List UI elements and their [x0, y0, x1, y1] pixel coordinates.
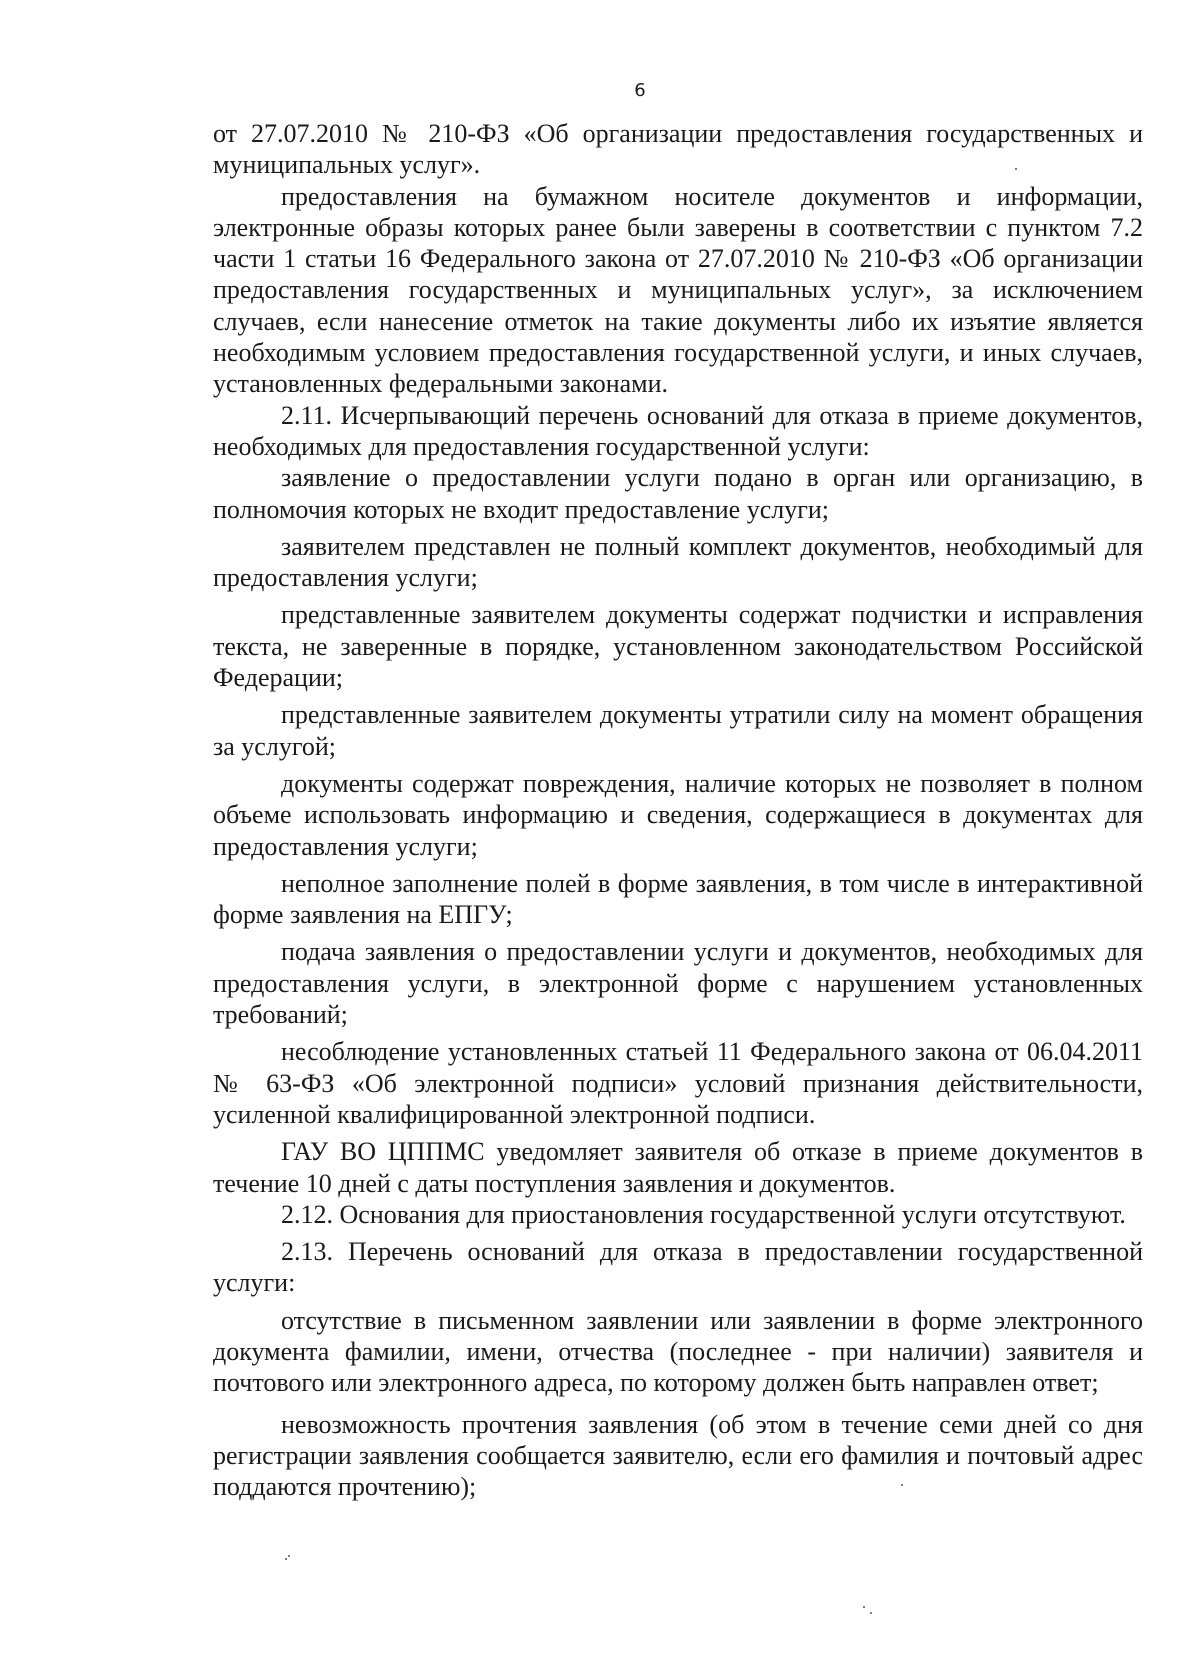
scan-speck: [1015, 168, 1017, 170]
list-item-electronic-violation: подача заявления о предоставлении услуги и документов, необходимых для предоставления услуги, в электронной форме с нарушением установленных требований;: [213, 937, 1143, 1030]
page-number: 6: [634, 80, 646, 101]
list-item-incomplete-set: заявителем представлен не полный комплект документов, необходимый для предоставления услуги;: [213, 531, 1143, 593]
section-2-13-heading: 2.13. Перечень оснований для отказа в предоставлении государственной услуги:: [213, 1237, 1143, 1298]
list-item-missing-name-address: отсутствие в письменном заявлении или заявлении в форме электронного документа фамилии, имени, отчества (последнее - при наличии) заявителя и почтового или электронного адреса, по которому должен быть направлен ответ;: [213, 1305, 1143, 1398]
document-body: [213, 118, 1143, 1502]
list-item-wrong-authority: заявление о предоставлении услуги подано в орган или организацию, в полномочия которых не входит предоставление услуги;: [213, 463, 1143, 524]
section-2-12: 2.12. Основания для приостановления государственной услуги отсутствуют.: [281, 1199, 1126, 1229]
paragraph-law-reference-end: от 27.07.2010 № 210-ФЗ «Об организации предоставления государственных и муниципальных услуг».: [213, 119, 1143, 180]
scan-speck: [288, 1555, 290, 1557]
list-item-incomplete-form: неполное заполнение полей в форме заявления, в том числе в интерактивной форме заявления на ЕПГУ;: [213, 868, 1143, 930]
scan-speck: [870, 1612, 872, 1614]
paragraph-notification: ГАУ ВО ЦППМС уведомляет заявителя об отказе в приеме документов в течение 10 дней с даты поступления заявления и документов.: [213, 1137, 1143, 1198]
list-item-signature-invalid: несоблюдение установленных статьей 11 Федерального закона от 06.04.2011 № 63-ФЗ «Об электронной подписи» условий признания действительности, усиленной квалифицированной электронной подписи.: [213, 1037, 1143, 1129]
scan-speck: [863, 1606, 865, 1608]
list-item-expired-documents: представленные заявителем документы утратили силу на момент обращения за услугой;: [213, 700, 1143, 761]
paragraph-paper-documents: предоставления на бумажном носителе документов и информации, электронные образы которых ранее были заверены в соответствии с пунктом 7.2 части 1 статьи 16 Федерального закона от 27.07.2010 № 210-ФЗ «Об организации предоставления государственных и муниципальных услуг», за исключением случаев, если нанесение отметок на такие документы либо их изъятие является необходимым условием предоставления государственной услуги, и иных случаев, установленных федеральными законами.: [213, 181, 1143, 399]
section-2-11-heading: 2.11. Исчерпывающий перечень оснований для отказа в приеме документов, необходимых для предоставления государственной услуги:: [213, 400, 1143, 461]
list-item-unreadable-application: невозможность прочтения заявления (об этом в течение семи дней со дня регистрации заявления сообщается заявителю, если его фамилия и почтовый адрес поддаются прочтению);: [213, 1409, 1143, 1502]
list-item-erasures: представленные заявителем документы содержат подчистки и исправления текста, не заверенные в порядке, установленном законодательством Российской Федерации;: [213, 600, 1143, 693]
scan-speck: [901, 1484, 903, 1486]
list-item-damaged-documents: документы содержат повреждения, наличие которых не позволяет в полном объеме использовать информацию и сведения, содержащиеся в документах для предоставления услуги;: [213, 768, 1143, 861]
scan-speck: [285, 1558, 287, 1560]
